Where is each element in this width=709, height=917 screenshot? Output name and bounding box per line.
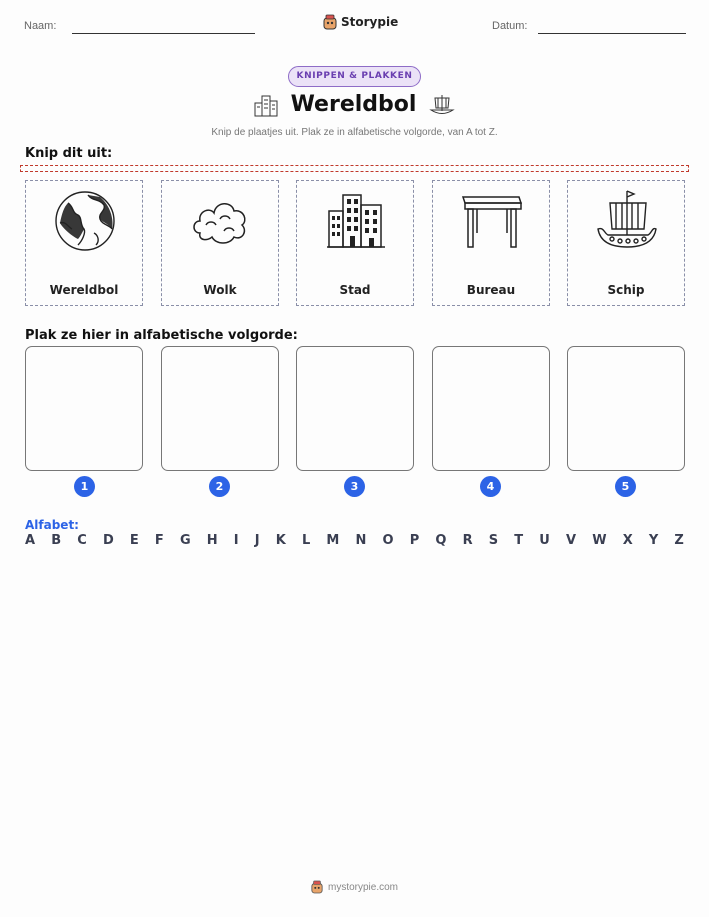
alphabet-letter: M: [326, 533, 340, 548]
card-bureau[interactable]: [432, 180, 550, 306]
alphabet-label: Alfabet:: [25, 518, 79, 532]
page-title: Wereldbol: [290, 92, 417, 117]
date-label: Datum:: [492, 20, 528, 32]
alphabet-letter: A: [25, 533, 36, 548]
ship-icon: [596, 189, 658, 251]
paste-slot-1[interactable]: [25, 346, 143, 471]
alphabet-letter: S: [488, 533, 499, 548]
card-label: Wereldbol: [49, 283, 119, 297]
paste-heading: Plak ze hier in alfabetische volgorde:: [25, 328, 298, 343]
slot-number-badge: 3: [344, 476, 365, 497]
slot-number-badge: 5: [615, 476, 636, 497]
slot-number-badge: 2: [209, 476, 230, 497]
alphabet-letter: N: [355, 533, 367, 548]
alphabet-letter: E: [129, 533, 139, 548]
brand-logo: [323, 14, 398, 30]
desk-icon: [461, 189, 523, 251]
alphabet-letter: W: [592, 533, 607, 548]
paste-slot-4[interactable]: [432, 346, 550, 471]
footer: [0, 880, 709, 894]
storypie-logo-icon: [323, 14, 337, 30]
alphabet-letter: C: [77, 533, 87, 548]
alphabet-letter: O: [382, 533, 394, 548]
name-label: Naam:: [24, 20, 57, 32]
cut-heading: Knip dit uit:: [25, 146, 113, 161]
alphabet-letter: U: [539, 533, 550, 548]
slot-number-badge: 1: [74, 476, 95, 497]
alphabet-letter: Y: [648, 533, 659, 548]
activity-tag: KNIPPEN & PLAKKEN: [288, 66, 421, 87]
storypie-logo-icon: [311, 880, 323, 894]
alphabet-letter: J: [254, 533, 260, 548]
alphabet-letter: L: [301, 533, 311, 548]
alphabet-letter: T: [514, 533, 524, 548]
city-icon: [253, 93, 279, 117]
alphabet-letter: D: [102, 533, 114, 548]
name-line: [72, 33, 255, 34]
card-schip[interactable]: [567, 180, 685, 306]
ship-icon: [428, 93, 456, 117]
card-label: Wolk: [203, 283, 237, 297]
brand-name: Storypie: [341, 15, 399, 29]
cloud-icon: [190, 189, 252, 251]
alphabet-letter: Z: [674, 533, 684, 548]
card-label: Schip: [607, 283, 645, 297]
city-icon: [325, 189, 387, 251]
alphabet-letter: Q: [435, 533, 447, 548]
alphabet-row: [25, 533, 684, 548]
date-line: [538, 33, 686, 34]
title-row: [0, 92, 709, 117]
paste-slot-3[interactable]: [296, 346, 414, 471]
card-label: Stad: [339, 283, 371, 297]
alphabet-letter: V: [566, 533, 577, 548]
alphabet-letter: H: [206, 533, 218, 548]
card-wolk[interactable]: [161, 180, 279, 306]
card-stad[interactable]: [296, 180, 414, 306]
slot-number-badge: 4: [480, 476, 501, 497]
card-wereldbol[interactable]: [25, 180, 143, 306]
alphabet-letter: K: [275, 533, 286, 548]
alphabet-letter: F: [154, 533, 164, 548]
alphabet-letter: G: [179, 533, 191, 548]
paste-slot-5[interactable]: [567, 346, 685, 471]
alphabet-letter: B: [51, 533, 62, 548]
globe-icon: [54, 189, 116, 251]
instructions: Knip de plaatjes uit. Plak ze in alfabetische volgorde, van A tot Z.: [211, 127, 498, 138]
alphabet-letter: I: [233, 533, 239, 548]
alphabet-letter: P: [409, 533, 420, 548]
card-label: Bureau: [466, 283, 516, 297]
cut-line: [20, 165, 689, 172]
alphabet-letter: X: [622, 533, 633, 548]
alphabet-letter: R: [462, 533, 473, 548]
footer-url[interactable]: mystorypie.com: [327, 881, 398, 893]
paste-slot-2[interactable]: [161, 346, 279, 471]
